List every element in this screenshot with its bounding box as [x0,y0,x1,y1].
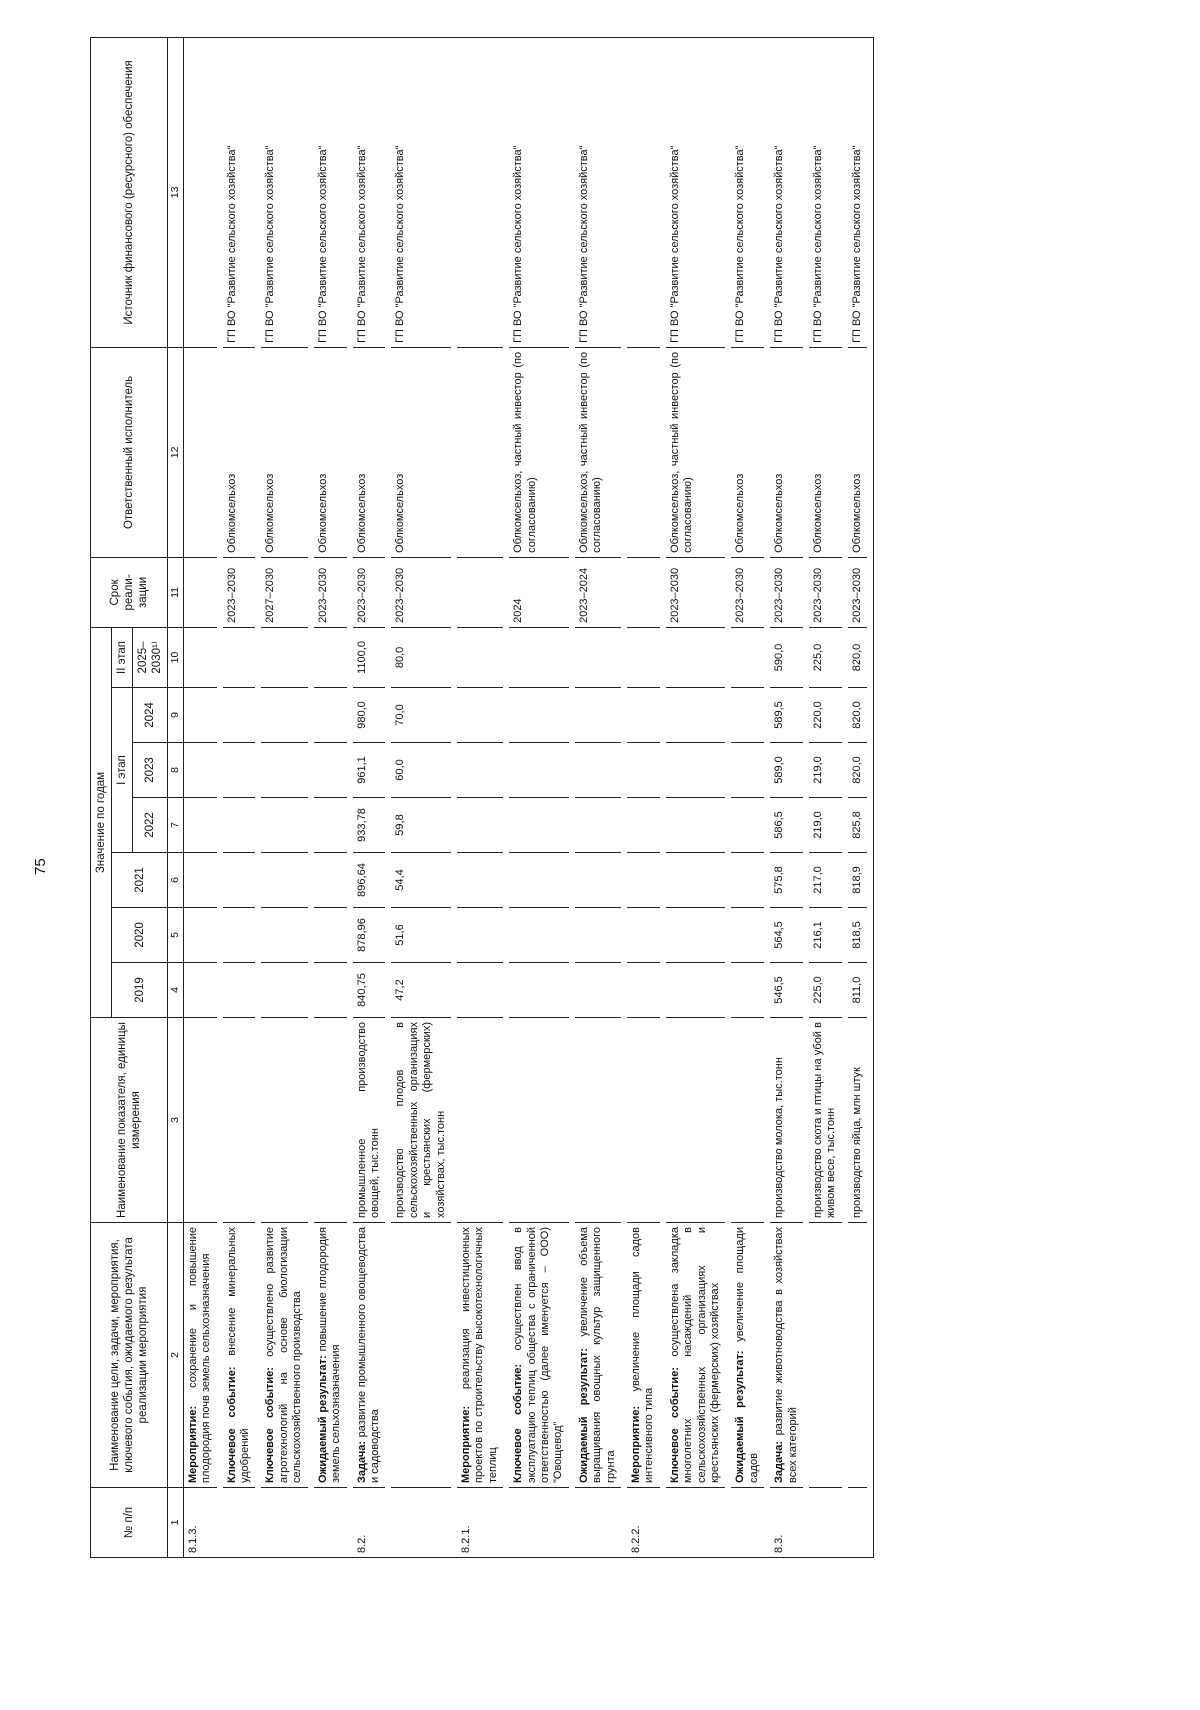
row-text: реализация инвестиционных проектов по строительству высокотехнологичных теплиц [459,1227,499,1483]
value-cell [223,908,256,963]
value-cell [731,853,764,908]
value-cell [627,908,660,963]
row-source: ГП ВО "Развитие сельского хозяйства" [575,37,621,347]
table-row [575,37,621,1557]
row-label: Задача: [773,1440,786,1483]
row-indicator [457,1018,503,1223]
row-indicator [666,1018,726,1223]
row-source: ГП ВО "Развитие сельского хозяйства" [391,37,451,347]
value-cell: 589,5 [770,688,803,743]
value-cell: 818,5 [848,908,867,963]
row-executor: Облкомсельхоз [223,347,256,557]
value-cell [183,743,216,798]
row-number [223,1488,256,1558]
column-number: 10 [168,627,184,687]
row-source: ГП ВО "Развитие сельского хозяйства" [731,37,764,347]
header-indicator: Наименование показателя, единицы измерения [91,1018,168,1223]
row-name [261,1223,307,1488]
row-name [223,1223,256,1488]
row-source: ГП ВО "Развитие сельского хозяйства" [770,37,803,347]
row-executor: Облкомсельхоз [353,347,386,557]
value-cell: 80,0 [391,627,451,687]
value-cell: 820,0 [848,688,867,743]
table-row [353,37,386,1557]
column-number: 12 [168,347,184,557]
row-executor: Облкомсельхоз [809,347,842,557]
value-cell [261,627,307,687]
value-cell: 878,96 [353,908,386,963]
row-term: 2024 [509,557,569,627]
row-term: 2023–2030 [391,557,451,627]
row-executor: Облкомсельхоз, частный инвестор (по согласованию) [666,347,726,557]
row-term: 2027–2030 [261,557,307,627]
row-name [391,1223,451,1488]
column-number: 7 [168,798,184,853]
value-cell: 961,1 [353,743,386,798]
value-cell: 219,0 [809,798,842,853]
value-cell: 818,9 [848,853,867,908]
header-2025-2030: 2025–2030¹⁾ [133,627,168,687]
row-term: 2023–2030 [731,557,764,627]
row-label: Задача: [355,1440,368,1483]
value-cell: 220,0 [809,688,842,743]
column-number: 4 [168,963,184,1018]
value-cell: 60,0 [391,743,451,798]
row-number [809,1488,842,1558]
header-term: Срок реали-зации [91,557,168,627]
row-number: 8.2.1. [457,1488,503,1558]
row-indicator [731,1018,764,1223]
column-numbers-row [168,37,184,1557]
value-cell [261,688,307,743]
plan-table [90,37,874,1558]
value-cell [575,743,621,798]
row-text: увеличение площади садов интенсивного типа [630,1227,656,1483]
row-number [731,1488,764,1558]
row-term: 2023–2030 [809,557,842,627]
value-cell [666,963,726,1018]
row-indicator: производство скота и птицы на убой в живом весе, тыс.тонн [809,1018,842,1223]
row-number [261,1488,307,1558]
value-cell: 586,5 [770,798,803,853]
value-cell [575,853,621,908]
row-term: 2023–2030 [848,557,867,627]
header-source: Источник финансового (ресурсного) обеспечения [91,37,168,347]
value-cell [261,963,307,1018]
row-source: ГП ВО "Развитие сельского хозяйства" [509,37,569,347]
row-label: Ключевое событие: [512,1363,525,1483]
value-cell [666,627,726,687]
row-term: 2023–2030 [770,557,803,627]
row-text: осуществлено развитие агротехнологий на основе биологизации сельскохозяйственного производства [264,1227,304,1483]
value-cell: 225,0 [809,627,842,687]
row-text: осуществлен ввод в эксплуатацию теплиц общества с ограниченной ответственностью (далее именуется – ООО) "Овощевод" [512,1227,565,1483]
row-indicator: производство яйца, млн штук [848,1018,867,1223]
row-number [666,1488,726,1558]
header-2021: 2021 [112,853,168,908]
value-cell [627,798,660,853]
value-cell: 933,78 [353,798,386,853]
table-row [261,37,307,1557]
column-number: 13 [168,37,184,347]
value-cell [731,908,764,963]
header-2020: 2020 [112,908,168,963]
row-indicator [223,1018,256,1223]
row-name [509,1223,569,1488]
value-cell [666,798,726,853]
row-text: увеличение площади садов [734,1227,760,1483]
column-number: 8 [168,743,184,798]
row-name [627,1223,660,1488]
value-cell: 564,5 [770,908,803,963]
row-name [457,1223,503,1488]
row-executor: Облкомсельхоз [391,347,451,557]
value-cell [261,798,307,853]
table-row [770,37,803,1557]
row-indicator [627,1018,660,1223]
row-text: осуществлена закладка многолетних насаждений в сельскохозяйственных организациях и крестьянских (фермерских) хозяйствах [668,1227,722,1483]
row-name [314,1223,347,1488]
value-cell [457,908,503,963]
value-cell: 47,2 [391,963,451,1018]
value-cell [509,743,569,798]
row-name [575,1223,621,1488]
row-text: внесение минеральных удобрений [225,1227,252,1483]
row-name [666,1223,726,1488]
header-exec: Ответственный исполнитель [91,347,168,557]
row-executor: Облкомсельхоз [770,347,803,557]
row-source [457,37,503,347]
value-cell [183,798,216,853]
row-label: Ожидаемый результат: [577,1347,590,1483]
row-term: 2023–2030 [314,557,347,627]
row-source: ГП ВО "Развитие сельского хозяйства" [353,37,386,347]
value-cell [183,627,216,687]
row-number: 8.1.3. [183,1488,216,1558]
value-cell [627,688,660,743]
column-number: 2 [168,1223,184,1488]
value-cell [457,627,503,687]
row-executor: Облкомсельхоз [848,347,867,557]
row-indicator [183,1018,216,1223]
row-term [457,557,503,627]
value-cell: 225,0 [809,963,842,1018]
table-row [509,37,569,1557]
row-number: 8.2. [353,1488,386,1558]
value-cell [314,853,347,908]
value-cell [183,963,216,1018]
table-row [223,37,256,1557]
row-text: повышение плодородия земель сельхозназначения [316,1226,343,1483]
value-cell [509,853,569,908]
row-text: сохранение и повышение плодородия почв земель сельхозназначения [186,1227,213,1483]
row-executor [627,347,660,557]
row-term [183,557,216,627]
value-cell: 546,5 [770,963,803,1018]
value-cell [666,743,726,798]
value-cell: 590,0 [770,627,803,687]
value-cell: 216,1 [809,908,842,963]
header-num: № п/п [91,1488,168,1558]
row-executor: Облкомсельхоз [314,347,347,557]
value-cell [575,688,621,743]
value-cell [223,798,256,853]
row-indicator [575,1018,621,1223]
table-row [314,37,347,1557]
row-label: Мероприятие: [186,1405,199,1483]
row-text: развитие животноводства в хозяйствах всех категорий [773,1227,799,1483]
value-cell: 825,8 [848,798,867,853]
value-cell: 219,0 [809,743,842,798]
table-row [183,37,216,1557]
value-cell [183,853,216,908]
row-text: развитие промышленного овощеводства и садоводства [355,1227,381,1483]
value-cell [261,853,307,908]
table-row [809,37,842,1557]
row-source: ГП ВО "Развитие сельского хозяйства" [666,37,726,347]
value-cell [457,688,503,743]
row-source: ГП ВО "Развитие сельского хозяйства" [809,37,842,347]
row-number [391,1488,451,1558]
value-cell [457,798,503,853]
value-cell [627,963,660,1018]
value-cell: 896,64 [353,853,386,908]
value-cell [666,688,726,743]
table-body [183,37,873,1557]
row-indicator [261,1018,307,1223]
value-cell: 54,4 [391,853,451,908]
row-indicator: производство молока, тыс.тонн [770,1018,803,1223]
row-name [353,1223,386,1488]
value-cell [183,688,216,743]
row-source: ГП ВО "Развитие сельского хозяйства" [223,37,256,347]
table-row [848,37,867,1557]
value-cell [457,743,503,798]
value-cell [261,743,307,798]
row-source: ГП ВО "Развитие сельского хозяйства" [848,37,867,347]
row-name [770,1223,803,1488]
row-label: Ожидаемый результат: [734,1350,747,1483]
value-cell: 820,0 [848,743,867,798]
header-values: Значение по годам [91,627,112,1017]
value-cell: 840,75 [353,963,386,1018]
header-2023: 2023 [133,743,168,798]
value-cell [223,743,256,798]
row-executor: Облкомсельхоз [261,347,307,557]
table-row [627,37,660,1557]
value-cell [731,798,764,853]
row-term: 2023–2030 [223,557,256,627]
value-cell [575,908,621,963]
value-cell [509,627,569,687]
value-cell [314,627,347,687]
value-cell [314,963,347,1018]
header-stage2: II этап [112,627,133,687]
row-source [627,37,660,347]
row-number [509,1488,569,1558]
table-row [457,37,503,1557]
value-cell [314,743,347,798]
row-label: Ключевое событие: [668,1367,681,1483]
value-cell: 811,0 [848,963,867,1018]
value-cell [509,798,569,853]
row-term: 2023–2030 [353,557,386,627]
row-spacer-cell [867,37,874,1557]
value-cell [223,853,256,908]
column-number: 6 [168,853,184,908]
row-term: 2023–2030 [666,557,726,627]
row-indicator [509,1018,569,1223]
value-cell [261,908,307,963]
column-number: 9 [168,688,184,743]
column-number: 5 [168,908,184,963]
row-number: 8.2.2. [627,1488,660,1558]
row-label: Ключевое событие: [225,1366,238,1483]
row-source: ГП ВО "Развитие сельского хозяйства" [314,37,347,347]
value-cell [666,853,726,908]
value-cell [223,688,256,743]
row-label: Ключевое событие: [264,1367,277,1483]
value-cell [314,798,347,853]
row-term: 2023–2024 [575,557,621,627]
value-cell [183,908,216,963]
value-cell [666,908,726,963]
row-spacer [867,37,874,1557]
column-number: 3 [168,1018,184,1223]
value-cell [627,627,660,687]
value-cell [627,853,660,908]
header-2019: 2019 [112,963,168,1018]
column-number: 11 [168,557,184,627]
value-cell: 589,0 [770,743,803,798]
row-executor: Облкомсельхоз, частный инвестор (по согласованию) [575,347,621,557]
row-number [575,1488,621,1558]
value-cell: 820,0 [848,627,867,687]
row-number [314,1488,347,1558]
value-cell [575,627,621,687]
row-label: Мероприятие: [459,1405,472,1483]
table-row [666,37,726,1557]
page-number: 75 [32,858,49,875]
row-executor: Облкомсельхоз, частный инвестор (по согласованию) [509,347,569,557]
header-2024: 2024 [133,688,168,743]
row-text: увеличение объема выращивания овощных культур защищенного грунта [577,1226,617,1483]
row-executor [183,347,216,557]
value-cell [223,627,256,687]
value-cell [509,688,569,743]
header-stage1: I этап [112,688,133,853]
value-cell [314,908,347,963]
value-cell [509,908,569,963]
row-source: ГП ВО "Развитие сельского хозяйства" [261,37,307,347]
row-indicator [314,1018,347,1223]
value-cell [575,798,621,853]
value-cell [575,963,621,1018]
header-name: Наименование цели, задачи, мероприятия, ключевого события, ожидаемого результата реализации мероприятия [91,1223,168,1488]
value-cell [731,688,764,743]
value-cell [731,743,764,798]
column-number: 1 [168,1488,184,1558]
value-cell [223,963,256,1018]
value-cell [627,743,660,798]
row-indicator: производство плодов в сельскохозяйственных организациях и крестьянских (фермерских) хозяйствах, тыс.тонн [391,1018,451,1223]
value-cell: 70,0 [391,688,451,743]
value-cell [731,963,764,1018]
table-header [91,37,184,1557]
value-cell [509,963,569,1018]
row-name [848,1223,867,1488]
row-indicator: промышленное производство овощей, тыс.тонн [353,1018,386,1223]
value-cell: 59,8 [391,798,451,853]
value-cell [314,688,347,743]
row-label: Ожидаемый результат: [316,1355,329,1483]
table-row [731,37,764,1557]
value-cell: 51,6 [391,908,451,963]
value-cell [457,853,503,908]
value-cell: 575,8 [770,853,803,908]
value-cell: 980,0 [353,688,386,743]
row-term [627,557,660,627]
row-name [731,1223,764,1488]
row-executor [457,347,503,557]
value-cell: 217,0 [809,853,842,908]
row-name [809,1223,842,1488]
value-cell: 1100,0 [353,627,386,687]
value-cell [731,627,764,687]
value-cell [457,963,503,1018]
row-name [183,1223,216,1488]
row-number [848,1488,867,1558]
row-number: 8.3. [770,1488,803,1558]
header-2022: 2022 [133,798,168,853]
table-row [391,37,451,1557]
row-label: Мероприятие: [630,1405,643,1483]
row-source [183,37,216,347]
row-executor: Облкомсельхоз [731,347,764,557]
